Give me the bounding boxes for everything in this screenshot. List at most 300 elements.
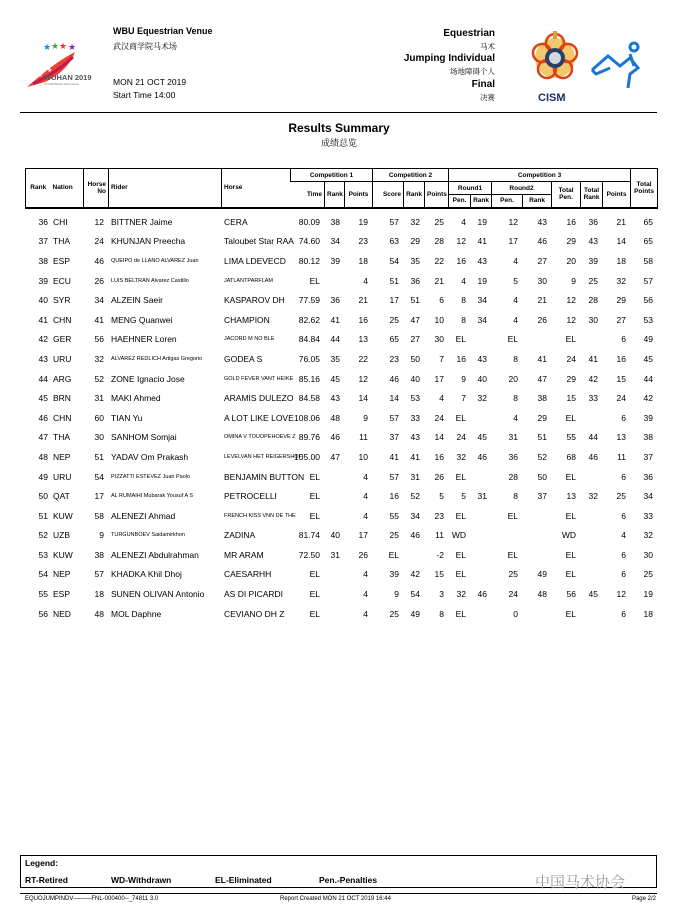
cell-rider: ALVAREZ REDLICH Artigas Gregorio: [111, 355, 203, 362]
cell-r1-pen: 32: [456, 589, 466, 600]
cell-nation: CHN: [53, 412, 72, 423]
cell-c2-points: 8: [439, 608, 444, 619]
cell-horse-no: 17: [94, 491, 104, 502]
page-title: Results Summary: [288, 121, 390, 135]
cell-c2-rank: 35: [410, 255, 420, 266]
cell-r1-pen: 4: [461, 216, 466, 227]
cell-horse: LIMA LDEVECD: [224, 255, 286, 266]
cell-total-pen: 56: [566, 589, 576, 600]
cell-c3-points: 15: [616, 373, 626, 384]
cell-r1-rank: [470, 408, 491, 428]
cell-rider: TURGUNBOEV Saidamirkhon: [111, 532, 185, 539]
cell-horse-no: 52: [94, 373, 104, 384]
cell-rank: 56: [38, 608, 48, 619]
cell-r2-pen: 31: [508, 432, 518, 443]
cell-total-pen: WD: [561, 530, 576, 541]
cell-c2-score: 51: [389, 275, 399, 286]
cell-c2-score: 57: [389, 471, 399, 482]
cell-c1-rank: [324, 486, 344, 506]
cell-c3-points: 6: [621, 412, 626, 423]
col-rank: Rank: [26, 169, 51, 208]
cell-total-rank: 44: [588, 432, 598, 443]
cell-c2-rank: 52: [410, 491, 420, 502]
cell-c2-points: 6: [439, 295, 444, 306]
cell-r1-pen: EL: [455, 412, 466, 423]
cell-nation: ESP: [53, 255, 71, 266]
cell-c2-score: 65: [389, 334, 399, 345]
table-row: [25, 584, 657, 604]
cell-r1-pen: 7: [461, 393, 466, 404]
cell-r2-pen: 0: [513, 608, 518, 619]
cell-horse: MR ARAM: [224, 549, 264, 560]
cell-c3-points: 13: [616, 432, 626, 443]
cell-rider: LUIS BELTRAN Alvarez Castillo: [111, 277, 189, 284]
cell-c1-time: 84.84: [298, 334, 320, 345]
cell-horse-no: 56: [94, 334, 104, 345]
cell-r2-rank: [522, 604, 551, 624]
table-row: [25, 506, 657, 526]
cell-total-rank: 33: [588, 393, 598, 404]
cell-r1-rank: 41: [477, 236, 487, 247]
cell-rider: KHADKA Khil Dhoj: [111, 569, 182, 580]
cell-c1-rank: 34: [330, 236, 340, 247]
cell-c2-points: 7: [439, 353, 444, 364]
cell-total-points: 38: [643, 432, 653, 443]
cell-horse: BENJAMIN BUTTON: [224, 471, 305, 482]
cell-c3-points: 29: [616, 295, 626, 306]
cell-nation: KUW: [53, 510, 73, 521]
cell-r1-pen: 32: [456, 451, 466, 462]
cell-nation: NEP: [53, 569, 71, 580]
svg-text:★: ★: [47, 68, 53, 74]
cell-r1-pen: 9: [461, 373, 466, 384]
cell-c2-rank: 34: [410, 510, 420, 521]
cell-c2-rank: 29: [410, 236, 420, 247]
cell-r2-pen: 8: [513, 393, 518, 404]
cell-r2-rank: 47: [537, 373, 547, 384]
cell-total-rank: 25: [588, 275, 598, 286]
table-row: [25, 545, 657, 565]
cell-r1-rank: 43: [477, 353, 487, 364]
cell-r2-pen: EL: [507, 549, 518, 560]
cell-r1-rank: [470, 506, 491, 526]
cell-rider: BITTNER Jaime: [111, 216, 173, 227]
cism-emblem: [530, 28, 580, 88]
cell-r1-pen: 12: [456, 236, 466, 247]
cell-total-points: 44: [643, 373, 653, 384]
svg-text:★: ★: [59, 41, 68, 51]
table-row: [25, 251, 657, 271]
cell-c1-points: 4: [363, 569, 368, 580]
cell-horse-no: 58: [94, 510, 104, 521]
table-row: [25, 330, 657, 350]
cell-c2-score: 25: [389, 608, 399, 619]
cell-rank: 40: [38, 295, 48, 306]
cell-r2-rank: 38: [537, 393, 547, 404]
svg-text:★: ★: [68, 42, 77, 52]
cell-c1-rank: [324, 604, 344, 624]
legend-title: Legend:: [25, 858, 59, 868]
cell-c1-time: EL: [309, 569, 320, 580]
cell-c2-score: 57: [389, 216, 399, 227]
cell-c1-points: 12: [358, 373, 368, 384]
cell-c2-rank: 49: [410, 608, 420, 619]
cell-total-points: 65: [643, 216, 653, 227]
cell-total-rank: [580, 565, 602, 585]
legend-item: EL-Eliminated: [215, 875, 272, 885]
page-number: Page 2/2: [631, 896, 656, 902]
cell-r1-pen: 4: [461, 275, 466, 286]
cell-r2-pen: 17: [508, 236, 518, 247]
cell-c1-time: 85.16: [298, 373, 320, 384]
cell-rank: 41: [38, 314, 48, 325]
cell-total-points: 30: [643, 549, 653, 560]
cell-c2-score: 9: [394, 589, 399, 600]
cell-horse: CERA: [224, 216, 248, 227]
col-horse-no: Horse No: [84, 169, 109, 208]
cell-c1-points: 18: [358, 255, 368, 266]
table-row: [25, 310, 657, 330]
cell-nation: NED: [53, 608, 71, 619]
cell-total-points: 65: [643, 236, 653, 247]
cell-r1-pen: EL: [455, 608, 466, 619]
cell-c3-points: 4: [621, 530, 626, 541]
cell-c1-points: 11: [359, 432, 368, 443]
cell-c2-score: 37: [389, 432, 399, 443]
cell-horse: GOLD FEVER VANT HEIKE: [224, 375, 294, 382]
cell-c2-score: 17: [389, 295, 399, 306]
cell-c1-time: 105.00: [294, 451, 320, 462]
cell-total-points: 37: [643, 451, 653, 462]
col-competition-3: Competition 3: [449, 169, 631, 182]
cell-c2-points: 22: [434, 255, 444, 266]
cell-total-pen: 16: [566, 216, 576, 227]
cell-r2-pen: 20: [508, 373, 518, 384]
cell-r1-pen: 16: [456, 255, 466, 266]
cell-horse: A LOT LIKE LOVE: [224, 412, 294, 423]
cell-c1-time: 76.05: [298, 353, 320, 364]
col-total-points: Total Points: [631, 169, 658, 208]
cell-c2-points: 25: [434, 216, 444, 227]
cell-r1-rank: 40: [477, 373, 487, 384]
cell-r2-rank: 49: [537, 569, 547, 580]
cell-horse: CEVIANO DH Z: [224, 608, 285, 619]
cell-rider: MOL Daphne: [111, 608, 162, 619]
cell-c1-time: 89.76: [298, 432, 320, 443]
cell-r1-rank: [470, 526, 491, 546]
col-score: Score: [373, 182, 404, 208]
cell-c1-points: 4: [363, 471, 368, 482]
cell-c2-rank: 33: [410, 412, 420, 423]
table-row: [25, 408, 657, 428]
cell-c1-rank: [324, 271, 344, 291]
cell-horse-no: 9: [99, 530, 104, 541]
cell-rank: 49: [38, 471, 48, 482]
cell-c2-points: 30: [434, 334, 444, 345]
cell-c2-score: 57: [389, 412, 399, 423]
cell-c1-time: 77.59: [298, 295, 320, 306]
cell-c3-points: 6: [621, 569, 626, 580]
cell-c2-score: 54: [389, 255, 399, 266]
cell-total-points: 36: [643, 471, 653, 482]
table-row: [25, 388, 657, 408]
cell-rank: 53: [38, 549, 48, 560]
cell-c2-rank: [403, 545, 424, 565]
cell-c1-points: 4: [363, 491, 368, 502]
cell-r2-rank: 46: [537, 236, 547, 247]
cell-r1-pen: EL: [455, 549, 466, 560]
cell-total-rank: 45: [588, 589, 598, 600]
table-row: [25, 232, 657, 252]
cell-rider: ALENEZI Ahmad: [111, 510, 176, 521]
cell-horse-no: 51: [94, 451, 104, 462]
cell-rider: ALZEIN Saeir: [111, 295, 163, 306]
cell-nation: QAT: [53, 491, 70, 502]
table-row: [25, 604, 657, 624]
cell-c2-score: 41: [389, 451, 399, 462]
cell-horse-no: 54: [94, 471, 104, 482]
cell-total-points: 33: [643, 510, 653, 521]
cell-r2-pen: EL: [507, 510, 518, 521]
legend-item: WD-Withdrawn: [111, 875, 172, 885]
cell-r2-pen: [491, 526, 522, 546]
cell-c2-rank: 40: [410, 373, 420, 384]
cell-total-rank: [580, 408, 602, 428]
cell-r1-rank: [470, 545, 491, 565]
col-r1-pen: Pen.: [449, 195, 471, 208]
cell-r2-pen: 4: [513, 295, 518, 306]
cell-total-rank: [580, 506, 602, 526]
cell-c1-rank: 41: [330, 314, 340, 325]
cell-r2-pen: 8: [513, 353, 518, 364]
cell-total-points: 53: [643, 314, 653, 325]
col-r2-rank: Rank: [523, 195, 552, 208]
cell-total-points: 58: [643, 255, 653, 266]
footer-divider: [20, 893, 657, 894]
cell-c2-rank: 51: [410, 295, 420, 306]
cell-c2-points: 17: [434, 373, 444, 384]
cell-c1-time: 80.12: [298, 255, 320, 266]
cell-rider: HAEHNER Loren: [111, 334, 177, 345]
cell-r1-pen: 8: [461, 314, 466, 325]
results-table-header: [25, 168, 658, 209]
cell-r1-rank: [470, 330, 491, 350]
cell-horse-no: 34: [94, 295, 104, 306]
cell-r2-rank: 41: [537, 353, 547, 364]
cell-total-points: 32: [643, 530, 653, 541]
sport: Equestrian: [443, 28, 495, 39]
cell-c2-score: 46: [389, 373, 399, 384]
cell-r2-pen: 24: [508, 589, 518, 600]
cell-c1-time: EL: [309, 510, 320, 521]
cell-horse-no: 48: [94, 608, 104, 619]
col-c1-points: Points: [345, 182, 373, 208]
cell-r1-pen: 5: [461, 491, 466, 502]
cell-c3-points: 6: [621, 334, 626, 345]
cell-r2-pen: EL: [507, 334, 518, 345]
cell-r1-pen: EL: [455, 334, 466, 345]
cell-c2-rank: 41: [410, 451, 420, 462]
cell-c1-rank: 44: [330, 334, 340, 345]
cell-nation: THA: [53, 432, 70, 443]
cell-total-pen: 68: [566, 451, 576, 462]
cell-c3-points: 27: [616, 314, 626, 325]
cell-r1-rank: 32: [477, 393, 487, 404]
cell-rider: TIAN Yu: [111, 412, 143, 423]
phase: Final: [471, 79, 495, 90]
cell-c3-points: 14: [616, 236, 626, 247]
cell-total-pen: 55: [566, 432, 576, 443]
cell-total-points: 18: [643, 608, 653, 619]
cell-c2-rank: 31: [410, 471, 420, 482]
cell-total-pen: 29: [566, 236, 576, 247]
cell-c1-rank: 31: [330, 549, 340, 560]
cell-c2-points: 15: [434, 569, 444, 580]
cell-total-pen: EL: [565, 549, 576, 560]
cell-c3-points: 6: [621, 471, 626, 482]
cell-c2-points: 23: [434, 510, 444, 521]
cell-nation: UZB: [53, 530, 70, 541]
cell-c3-points: 32: [616, 275, 626, 286]
cell-total-points: 19: [643, 589, 653, 600]
cell-r1-rank: [470, 604, 491, 624]
report-code: EQUOJUMPINDV———FNL-000400--_74811 3.0: [25, 896, 159, 902]
cell-nation: CHN: [53, 314, 72, 325]
cell-r2-rank: 29: [537, 412, 547, 423]
cell-c1-rank: 46: [330, 432, 340, 443]
cell-c2-rank: 43: [410, 432, 420, 443]
cell-c3-points: 6: [621, 608, 626, 619]
cell-c2-score: 23: [389, 353, 399, 364]
cell-horse-no: 30: [94, 432, 104, 443]
cell-r2-rank: [522, 330, 551, 350]
cell-c1-points: 14: [358, 393, 368, 404]
cell-horse: JATLANTPARFLAM: [224, 277, 273, 284]
logo-subtext: 7th CISM Military World Games: [44, 83, 79, 86]
cell-horse: Taloubet Star RAA: [224, 236, 294, 247]
cell-r1-pen: 8: [461, 295, 466, 306]
cell-nation: URU: [53, 471, 72, 482]
cell-total-rank: 36: [588, 216, 598, 227]
cell-total-pen: 12: [566, 295, 576, 306]
cell-r2-rank: 21: [537, 295, 547, 306]
legend-item: Pen.-Penalties: [319, 875, 378, 885]
cell-total-pen: EL: [565, 608, 576, 619]
table-row: [25, 486, 657, 506]
cell-c2-score: 16: [389, 491, 399, 502]
legend-item: RT-Retired: [25, 875, 68, 885]
cell-total-rank: 39: [588, 255, 598, 266]
cell-c1-points: 9: [363, 412, 368, 423]
col-nation: Nation: [51, 169, 84, 208]
cell-c3-points: 11: [617, 451, 626, 462]
cell-total-pen: EL: [565, 471, 576, 482]
cell-nation: ECU: [53, 275, 71, 286]
cell-c1-time: EL: [309, 275, 320, 286]
logo-text: WUHAN 2019: [44, 73, 92, 82]
cell-c2-score: 39: [389, 569, 399, 580]
cell-c2-rank: 50: [410, 353, 420, 364]
page-title-cn: 成绩总览: [320, 138, 357, 148]
cell-c1-time: 72.50: [298, 549, 320, 560]
cell-c3-points: 24: [616, 393, 626, 404]
cell-r2-rank: 27: [537, 255, 547, 266]
cell-total-pen: EL: [565, 569, 576, 580]
start-time: Start Time 14:00: [113, 90, 176, 100]
cell-total-points: 34: [643, 491, 653, 502]
cell-r2-rank: 43: [537, 216, 547, 227]
cell-c1-rank: 45: [330, 373, 340, 384]
cell-total-points: 45: [643, 353, 653, 364]
cell-c1-points: 4: [363, 608, 368, 619]
cell-r1-rank: [470, 467, 491, 487]
cell-horse: JACORD M NO BLE: [224, 336, 275, 343]
cell-r1-pen: EL: [455, 471, 466, 482]
cell-total-pen: EL: [565, 412, 576, 423]
cell-horse-no: 60: [94, 412, 104, 423]
cell-rider: ALENEZI Abdulrahman: [111, 549, 199, 560]
cell-c3-points: 25: [616, 491, 626, 502]
cell-c1-points: 26: [358, 549, 368, 560]
cell-nation: CHI: [53, 216, 68, 227]
cell-c2-points: 4: [439, 393, 444, 404]
cell-total-pen: 9: [571, 275, 576, 286]
cell-c2-rank: 36: [410, 275, 420, 286]
cell-c1-rank: 47: [330, 451, 340, 462]
cell-rank: 55: [38, 589, 48, 600]
event-name-cn: 场地障碍个人: [450, 67, 495, 76]
cell-total-points: 57: [643, 275, 653, 286]
cell-rank: 52: [38, 530, 48, 541]
cell-total-pen: EL: [565, 334, 576, 345]
cell-c1-time: 82.62: [298, 314, 320, 325]
cell-total-rank: [580, 467, 602, 487]
cell-c1-points: 16: [358, 314, 368, 325]
table-row: [25, 565, 657, 585]
event-date: MON 21 OCT 2019: [113, 77, 187, 87]
table-row: [25, 349, 657, 369]
cell-c3-points: 21: [616, 216, 626, 227]
cell-r2-pen: 36: [508, 451, 518, 462]
cell-r1-pen: 16: [456, 353, 466, 364]
cell-c3-points: 6: [621, 510, 626, 521]
col-time: Time: [291, 182, 325, 208]
cell-total-rank: 43: [588, 236, 598, 247]
table-row: [25, 467, 657, 487]
cell-c1-rank: 35: [330, 353, 340, 364]
col-c3-points: Points: [603, 182, 631, 208]
cell-total-pen: 29: [566, 373, 576, 384]
cism-text: CISM: [538, 92, 566, 104]
cell-rank: 44: [38, 373, 48, 384]
cell-r1-pen: EL: [455, 569, 466, 580]
cell-total-rank: [580, 526, 602, 546]
cell-rider: SANHOM Somjai: [111, 432, 177, 443]
cell-horse: CAESARHH: [224, 569, 272, 580]
cell-nation: KUW: [53, 549, 73, 560]
cell-rank: 47: [38, 432, 48, 443]
cell-c2-points: 24: [434, 412, 444, 423]
cell-c1-time: 80.09: [298, 216, 320, 227]
cell-nation: ESP: [53, 589, 71, 600]
cell-rank: 43: [38, 353, 48, 364]
cell-c1-rank: 43: [330, 393, 340, 404]
svg-text:★: ★: [37, 72, 44, 79]
col-round1: Round1: [449, 182, 492, 195]
cell-horse-no: 31: [94, 393, 104, 404]
cell-c1-rank: 36: [330, 295, 340, 306]
cell-c2-points: -2: [436, 549, 444, 560]
